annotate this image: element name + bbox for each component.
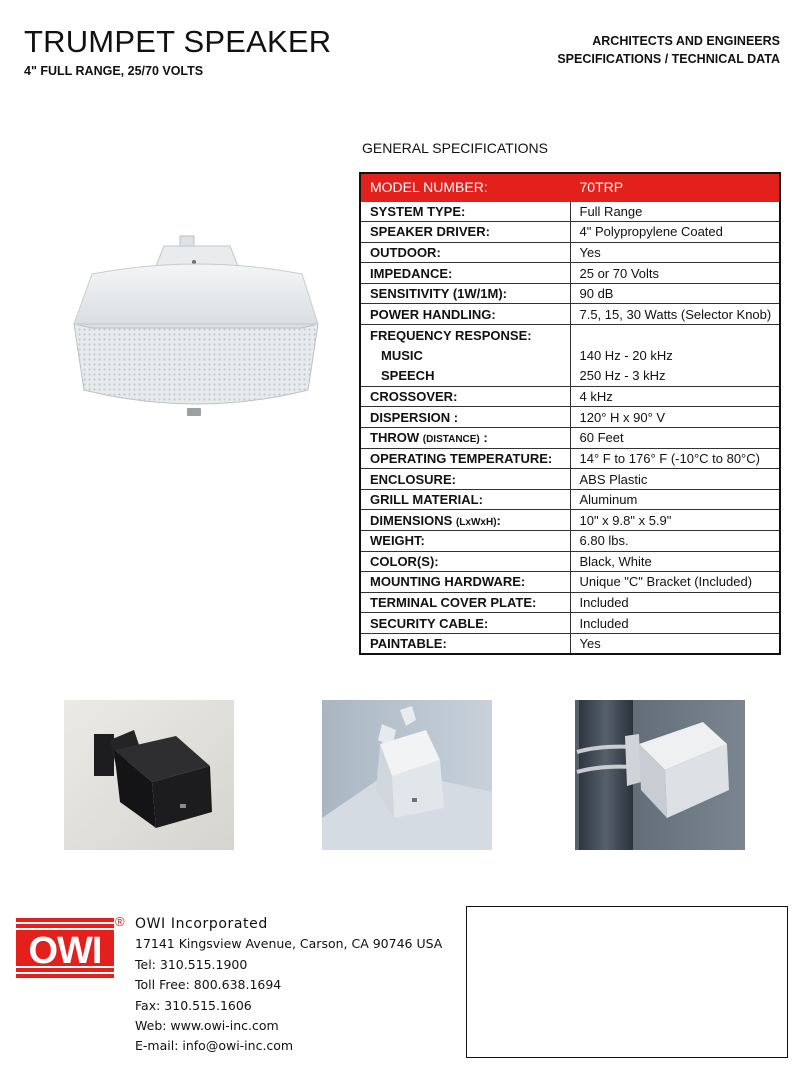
table-row bbox=[360, 551, 780, 572]
company-address: 17141 Kingsview Avenue, Carson, CA 90746 USA bbox=[135, 936, 443, 952]
dimensions-label bbox=[360, 510, 570, 531]
dimensions-label-text: DIMENSIONS bbox=[370, 512, 453, 528]
spec-value: Included bbox=[570, 592, 780, 613]
dimensions-label-colon: : bbox=[496, 512, 501, 528]
doc-type-line-1: ARCHITECTS AND ENGINEERS bbox=[592, 34, 780, 48]
spec-label: MOUNTING HARDWARE: bbox=[360, 572, 570, 593]
spec-value: 14° F to 176° F (-10°C to 80°C) bbox=[570, 448, 780, 469]
table-row bbox=[360, 345, 780, 366]
spec-value: Black, White bbox=[570, 551, 780, 572]
company-phone: Tel: 310.515.1900 bbox=[135, 956, 248, 972]
frequency-response-value bbox=[570, 325, 780, 346]
spec-heading: GENERAL SPECIFICATIONS bbox=[362, 140, 548, 156]
spec-label: SYSTEM TYPE: bbox=[360, 201, 570, 222]
spec-value: 4" Polypropylene Coated bbox=[570, 222, 780, 243]
table-row bbox=[360, 304, 780, 325]
table-row bbox=[360, 613, 780, 634]
spec-label: CROSSOVER: bbox=[360, 386, 570, 407]
table-row bbox=[360, 222, 780, 243]
throw-label-small: (DISTANCE) bbox=[422, 434, 480, 446]
owi-logo bbox=[16, 918, 114, 978]
white-speaker-corner-photo bbox=[322, 700, 492, 850]
spec-value: Full Range bbox=[570, 201, 780, 222]
spec-value: 4 kHz bbox=[570, 386, 780, 407]
table-row bbox=[360, 201, 780, 222]
spec-label: PAINTABLE: bbox=[360, 633, 570, 654]
table-row bbox=[360, 469, 780, 490]
spec-label: WEIGHT: bbox=[360, 531, 570, 552]
table-row bbox=[360, 366, 780, 387]
page-subtitle: 4" FULL RANGE, 25/70 VOLTS bbox=[24, 64, 204, 78]
table-row bbox=[360, 407, 780, 428]
throw-label-colon: : bbox=[479, 430, 488, 446]
company-toll-free: Toll Free: 800.638.1694 bbox=[135, 977, 282, 993]
spec-value: Yes bbox=[570, 633, 780, 654]
table-row bbox=[360, 510, 780, 531]
table-row bbox=[360, 572, 780, 593]
dimensions-label-small: (LxWxH) bbox=[455, 516, 497, 528]
spec-value: 7.5, 15, 30 Watts (Selector Knob) bbox=[570, 304, 780, 325]
spec-label: POWER HANDLING: bbox=[360, 304, 570, 325]
spec-value: 10" x 9.8" x 5.9" bbox=[570, 510, 780, 531]
spec-table bbox=[359, 172, 781, 655]
table-row bbox=[360, 428, 780, 449]
spec-label: SECURITY CABLE: bbox=[360, 613, 570, 634]
spec-value: 6.80 lbs. bbox=[570, 531, 780, 552]
table-row bbox=[360, 283, 780, 304]
spec-label: ENCLOSURE: bbox=[360, 469, 570, 490]
table-row bbox=[360, 242, 780, 263]
table-row bbox=[360, 592, 780, 613]
table-row bbox=[360, 386, 780, 407]
table-row bbox=[360, 263, 780, 284]
spec-label: IMPEDANCE: bbox=[360, 263, 570, 284]
spec-label: OPERATING TEMPERATURE: bbox=[360, 448, 570, 469]
frequency-speech-label: SPEECH bbox=[360, 366, 570, 387]
spec-value: 90 dB bbox=[570, 283, 780, 304]
table-row bbox=[360, 633, 780, 654]
spec-label: OUTDOOR: bbox=[360, 242, 570, 263]
table-header-row bbox=[360, 173, 780, 201]
black-speaker-photo bbox=[64, 700, 234, 850]
company-name: OWI Incorporated bbox=[135, 916, 268, 932]
frequency-response-label: FREQUENCY RESPONSE: bbox=[360, 325, 570, 346]
spec-value: Yes bbox=[570, 242, 780, 263]
spec-value: Aluminum bbox=[570, 489, 780, 510]
model-label: MODEL NUMBER: bbox=[360, 173, 570, 201]
dealer-stamp-box bbox=[466, 906, 788, 1058]
contact-block bbox=[135, 914, 442, 1057]
spec-value: 25 or 70 Volts bbox=[570, 263, 780, 284]
registered-mark: ® bbox=[115, 914, 125, 929]
frequency-music-label: MUSIC bbox=[360, 345, 570, 366]
frequency-music-value: 140 Hz - 20 kHz bbox=[570, 345, 780, 366]
frequency-speech-value: 250 Hz - 3 kHz bbox=[570, 366, 780, 387]
model-value: 70TRP bbox=[570, 173, 780, 201]
spec-value: Included bbox=[570, 613, 780, 634]
speaker-front-image bbox=[52, 232, 342, 442]
table-row bbox=[360, 448, 780, 469]
company-fax: Fax: 310.515.1606 bbox=[135, 997, 252, 1013]
page-title: TRUMPET SPEAKER bbox=[24, 24, 332, 59]
spec-label: TERMINAL COVER PLATE: bbox=[360, 592, 570, 613]
doc-type-line-2: SPECIFICATIONS / TECHNICAL DATA bbox=[557, 52, 780, 66]
spec-label: COLOR(S): bbox=[360, 551, 570, 572]
spec-value: 60 Feet bbox=[570, 428, 780, 449]
company-web: Web: www.owi-inc.com bbox=[135, 1018, 279, 1034]
table-row bbox=[360, 489, 780, 510]
spec-value: 120° H x 90° V bbox=[570, 407, 780, 428]
spec-label: SPEAKER DRIVER: bbox=[360, 222, 570, 243]
spec-label: DISPERSION : bbox=[360, 407, 570, 428]
table-row bbox=[360, 531, 780, 552]
table-row bbox=[360, 325, 780, 346]
logo-text: OWI bbox=[28, 930, 102, 972]
throw-label-text: THROW bbox=[370, 430, 420, 446]
spec-value: Unique "C" Bracket (Included) bbox=[570, 572, 780, 593]
doc-type-label bbox=[557, 32, 780, 68]
spec-label: SENSITIVITY (1W/1M): bbox=[360, 283, 570, 304]
pole-mounted-speaker-photo bbox=[575, 700, 745, 850]
spec-label: GRILL MATERIAL: bbox=[360, 489, 570, 510]
company-email: E-mail: info@owi-inc.com bbox=[135, 1038, 294, 1054]
throw-label bbox=[360, 428, 570, 449]
spec-value: ABS Plastic bbox=[570, 469, 780, 490]
